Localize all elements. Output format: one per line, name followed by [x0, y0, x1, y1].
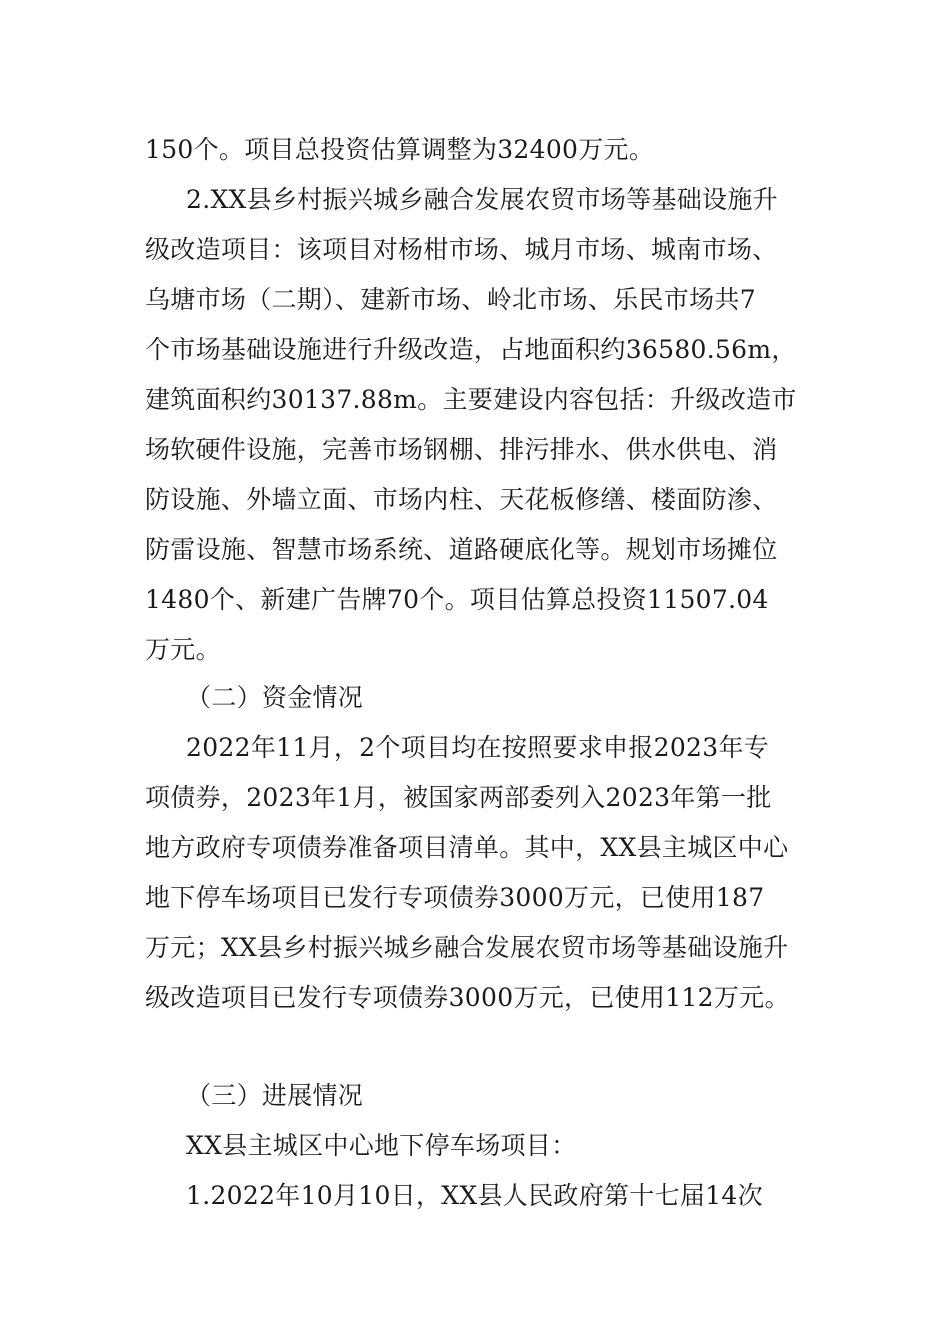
paragraph-line: 地方政府专项债券准备项目清单。其中，XX县主城区中心 [145, 833, 789, 862]
paragraph-line: 场软硬件设施，完善市场钢棚、排污排水、供水供电、消 [145, 435, 778, 464]
section-heading: （三）进展情况 [186, 1081, 364, 1110]
paragraph-line: 防设施、外墙立面、市场内柱、天花板修缮、楼面防渗、 [145, 485, 778, 514]
section-heading: （二）资金情况 [186, 683, 364, 712]
paragraph-line: 建筑面积约30137.88m。主要建设内容包括：升级改造市 [145, 385, 797, 414]
paragraph-line: 1480个、新建广告牌70个。项目估算总投资11507.04 [145, 585, 769, 614]
paragraph-line: 2.XX县乡村振兴城乡融合发展农贸市场等基础设施升 [186, 185, 778, 214]
paragraph-line: 级改造项目：该项目对杨柑市场、城月市场、城南市场、 [145, 235, 778, 264]
paragraph-line: 万元；XX县乡村振兴城乡融合发展农贸市场等基础设施升 [145, 933, 789, 962]
paragraph-line: 1.2022年10月10日，XX县人民政府第十七届14次 [186, 1181, 763, 1210]
paragraph-line: 防雷设施、智慧市场系统、道路硬底化等。规划市场摊位 [145, 535, 778, 564]
paragraph-line: 级改造项目已发行专项债券3000万元，已使用112万元。 [145, 983, 790, 1012]
paragraph-line: 2022年11月，2个项目均在按照要求申报2023年专 [186, 733, 770, 762]
paragraph-line: 万元。 [145, 635, 221, 664]
paragraph-line: 个市场基础设施进行升级改造，占地面积约36580.56m， [145, 335, 797, 364]
paragraph-line: 地下停车场项目已发行专项债券3000万元，已使用187 [145, 883, 765, 912]
paragraph-line: 乌塘市场（二期）、建新市场、岭北市场、乐民市场共7 [145, 285, 756, 314]
paragraph-line: XX县主城区中心地下停车场项目： [186, 1131, 577, 1160]
paragraph-line: 项债券，2023年1月，被国家两部委列入2023年第一批 [145, 783, 772, 812]
paragraph-line: 150个。项目总投资估算调整为32400万元。 [145, 135, 655, 164]
